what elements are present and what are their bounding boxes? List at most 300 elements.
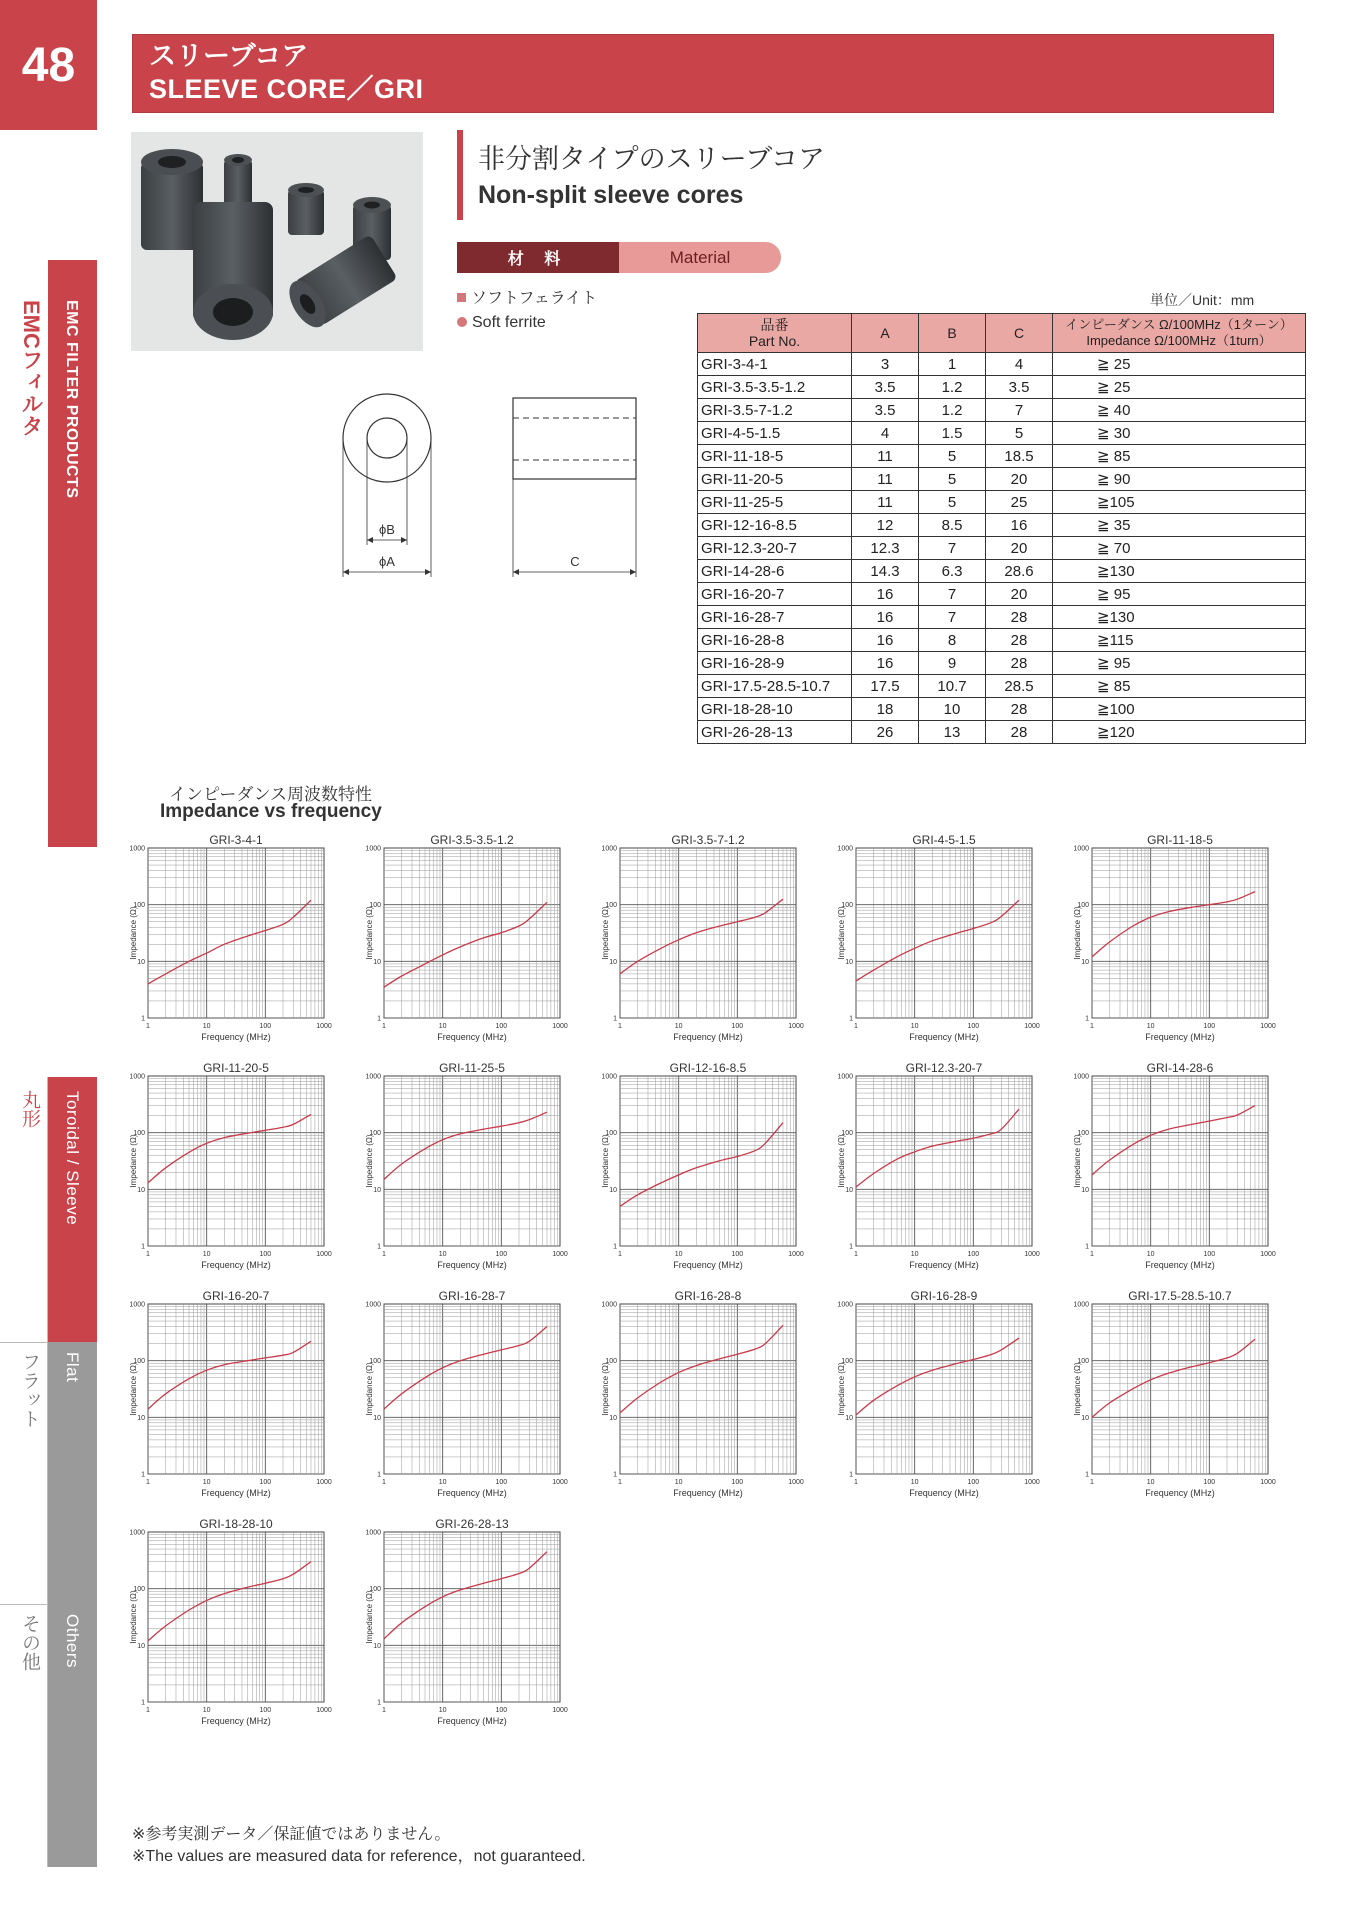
- impedance-chart: [822, 1058, 1056, 1280]
- x-tick-label: 1: [854, 1479, 858, 1486]
- x-tick-label: 10: [438, 1251, 447, 1258]
- side-others-en: Others: [63, 1614, 82, 1669]
- x-tick-label: 100: [967, 1479, 980, 1486]
- y-axis-label: Impedance (Ω): [837, 906, 846, 960]
- cell-part: GRI-12-16-8.5: [698, 514, 852, 537]
- cell-impedance: ≧ 35: [1053, 514, 1306, 537]
- side-toroidal-en: Toroidal / Sleeve: [63, 1091, 82, 1226]
- cell-c: 25: [986, 491, 1053, 514]
- cell-b: 13: [919, 721, 986, 744]
- chart-title: GRI-16-20-7: [202, 1289, 270, 1303]
- chart-title: GRI-14-28-6: [1146, 1061, 1214, 1075]
- cell-b: 1.2: [919, 399, 986, 422]
- c-label: C: [570, 554, 580, 569]
- chart-title: GRI-26-28-13: [435, 1517, 509, 1531]
- y-tick-label: 1000: [601, 1073, 617, 1081]
- x-tick-label: 1000: [788, 1023, 804, 1030]
- sleeve-cores-image: [131, 132, 423, 351]
- x-tick-label: 1: [146, 1251, 150, 1258]
- impedance-chart: [1058, 1286, 1292, 1508]
- x-tick-label: 100: [259, 1023, 272, 1030]
- cell-c: 28: [986, 721, 1053, 744]
- y-tick-label: 10: [373, 1186, 381, 1194]
- y-tick-label: 100: [133, 1130, 145, 1138]
- plot-frame: [148, 1532, 324, 1702]
- cell-impedance: ≧120: [1053, 721, 1306, 744]
- cell-c: 7: [986, 399, 1053, 422]
- x-tick-label: 1000: [316, 1023, 332, 1030]
- cell-impedance: ≧100: [1053, 698, 1306, 721]
- y-tick-label: 100: [605, 1358, 617, 1366]
- table-row: [698, 468, 1306, 491]
- y-tick-label: 1: [141, 1699, 145, 1707]
- y-tick-label: 100: [369, 1358, 381, 1366]
- x-tick-label: 1000: [316, 1707, 332, 1714]
- y-tick-label: 100: [133, 1358, 145, 1366]
- cell-impedance: ≧130: [1053, 560, 1306, 583]
- cell-impedance: ≧ 25: [1053, 353, 1306, 376]
- y-tick-label: 1000: [365, 845, 381, 853]
- y-tick-label: 10: [1081, 1414, 1089, 1422]
- header-c: C: [986, 314, 1053, 353]
- y-tick-label: 1: [849, 1471, 853, 1479]
- chart-title: GRI-16-28-9: [910, 1289, 978, 1303]
- chart-title: GRI-3.5-7-1.2: [671, 833, 745, 847]
- cell-c: 28.5: [986, 675, 1053, 698]
- table-row: [698, 675, 1306, 698]
- y-tick-label: 1: [849, 1015, 853, 1023]
- x-tick-label: 100: [259, 1479, 272, 1486]
- y-tick-label: 10: [609, 1414, 617, 1422]
- cell-part: GRI-14-28-6: [698, 560, 852, 583]
- y-tick-label: 100: [841, 1130, 853, 1138]
- y-tick-label: 1: [613, 1471, 617, 1479]
- y-tick-label: 1000: [837, 845, 853, 853]
- y-tick-label: 100: [369, 1130, 381, 1138]
- plot-frame: [620, 1304, 796, 1474]
- table-row: [698, 560, 1306, 583]
- cell-c: 3.5: [986, 376, 1053, 399]
- y-tick-label: 1000: [1073, 1301, 1089, 1309]
- inner-circle: [367, 418, 407, 458]
- x-tick-label: 100: [495, 1023, 508, 1030]
- y-axis-label: Impedance (Ω): [837, 1362, 846, 1416]
- plot-frame: [856, 1304, 1032, 1474]
- x-tick-label: 100: [967, 1023, 980, 1030]
- y-tick-label: 100: [605, 902, 617, 910]
- cell-impedance: ≧ 40: [1053, 399, 1306, 422]
- y-tick-label: 100: [841, 1358, 853, 1366]
- y-tick-label: 1000: [129, 1073, 145, 1081]
- y-axis-label: Impedance (Ω): [129, 1134, 138, 1188]
- side-tab-others[interactable]: [48, 1604, 97, 1867]
- y-tick-label: 10: [137, 958, 145, 966]
- y-axis-label: Impedance (Ω): [365, 1134, 374, 1188]
- y-tick-label: 1: [613, 1243, 617, 1251]
- side-tab-toroidal[interactable]: [48, 1077, 97, 1342]
- cell-a: 3.5: [852, 399, 919, 422]
- y-tick-label: 100: [369, 1586, 381, 1594]
- y-tick-label: 10: [137, 1414, 145, 1422]
- x-tick-label: 1000: [552, 1479, 568, 1486]
- y-tick-label: 1: [849, 1243, 853, 1251]
- plot-frame: [384, 1076, 560, 1246]
- cell-a: 16: [852, 652, 919, 675]
- cell-part: GRI-11-20-5: [698, 468, 852, 491]
- y-tick-label: 1000: [365, 1301, 381, 1309]
- x-tick-label: 100: [259, 1251, 272, 1258]
- plot-frame: [620, 1076, 796, 1246]
- cell-a: 18: [852, 698, 919, 721]
- table-row: [698, 399, 1306, 422]
- cell-b: 10.7: [919, 675, 986, 698]
- y-axis-label: Impedance (Ω): [129, 1590, 138, 1644]
- side-toroidal-jp: 丸形: [19, 1090, 40, 1128]
- side-tab-flat[interactable]: [48, 1342, 97, 1604]
- plot-frame: [1092, 848, 1268, 1018]
- material-label-en: Material: [619, 242, 781, 273]
- table-row: [698, 491, 1306, 514]
- x-axis-label: Frequency (MHz): [437, 1488, 507, 1498]
- table-row: [698, 583, 1306, 606]
- impedance-chart: [114, 1058, 348, 1280]
- plot-frame: [1092, 1076, 1268, 1246]
- impedance-chart: [114, 830, 348, 1052]
- cell-impedance: ≧ 95: [1053, 583, 1306, 606]
- plot-frame: [384, 848, 560, 1018]
- side-rule-1: [0, 1342, 48, 1343]
- cell-b: 5: [919, 491, 986, 514]
- cell-a: 14.3: [852, 560, 919, 583]
- cell-a: 16: [852, 583, 919, 606]
- cell-c: 20: [986, 537, 1053, 560]
- x-axis-label: Frequency (MHz): [1145, 1032, 1215, 1042]
- y-tick-label: 10: [373, 958, 381, 966]
- y-tick-label: 1000: [365, 1529, 381, 1537]
- y-tick-label: 1: [1085, 1243, 1089, 1251]
- cell-part: GRI-16-20-7: [698, 583, 852, 606]
- cell-part: GRI-18-28-10: [698, 698, 852, 721]
- title-banner: [132, 34, 1274, 113]
- chart-title: GRI-4-5-1.5: [912, 833, 976, 847]
- side-tab-emc[interactable]: [48, 260, 97, 847]
- cell-part: GRI-17.5-28.5-10.7: [698, 675, 852, 698]
- x-tick-label: 1: [1090, 1251, 1094, 1258]
- cell-a: 11: [852, 491, 919, 514]
- y-tick-label: 1: [1085, 1015, 1089, 1023]
- y-tick-label: 10: [373, 1642, 381, 1650]
- phiB-label: ϕB: [379, 522, 395, 537]
- x-tick-label: 1000: [316, 1251, 332, 1258]
- cell-b: 1.2: [919, 376, 986, 399]
- cell-a: 11: [852, 468, 919, 491]
- x-tick-label: 100: [967, 1251, 980, 1258]
- y-tick-label: 1000: [129, 845, 145, 853]
- x-tick-label: 1: [146, 1707, 150, 1714]
- x-tick-label: 10: [1146, 1023, 1155, 1030]
- chart-title: GRI-17.5-28.5-10.7: [1128, 1289, 1232, 1303]
- y-tick-label: 10: [1081, 958, 1089, 966]
- outer-circle: [343, 394, 431, 482]
- x-tick-label: 10: [202, 1023, 211, 1030]
- x-tick-label: 100: [731, 1479, 744, 1486]
- x-tick-label: 10: [438, 1707, 447, 1714]
- cell-part: GRI-11-25-5: [698, 491, 852, 514]
- chart-title: GRI-12-16-8.5: [669, 1061, 747, 1075]
- side-view: [513, 398, 636, 479]
- cell-part: GRI-16-28-8: [698, 629, 852, 652]
- impedance-chart: [350, 1058, 584, 1280]
- table-row: [698, 629, 1306, 652]
- cell-a: 11: [852, 445, 919, 468]
- y-axis-label: Impedance (Ω): [365, 1362, 374, 1416]
- y-tick-label: 100: [1077, 902, 1089, 910]
- x-tick-label: 1000: [1260, 1479, 1276, 1486]
- x-tick-label: 10: [1146, 1251, 1155, 1258]
- table-row: [698, 422, 1306, 445]
- page-number: 48: [0, 0, 97, 130]
- y-tick-label: 1000: [601, 1301, 617, 1309]
- plot-frame: [856, 848, 1032, 1018]
- impedance-chart: [1058, 830, 1292, 1052]
- y-tick-label: 10: [373, 1414, 381, 1422]
- x-tick-label: 1: [618, 1251, 622, 1258]
- chart-title: GRI-3-4-1: [209, 833, 263, 847]
- heading-jp: 非分割タイプのスリーブコア: [478, 144, 825, 174]
- charts-heading-jp: インピーダンス周波数特性: [169, 785, 372, 804]
- cell-a: 26: [852, 721, 919, 744]
- cell-part: GRI-4-5-1.5: [698, 422, 852, 445]
- x-tick-label: 1000: [1024, 1251, 1040, 1258]
- x-tick-label: 1000: [1260, 1023, 1276, 1030]
- spec-table: [697, 313, 1306, 744]
- x-tick-label: 100: [1203, 1023, 1216, 1030]
- cell-c: 28: [986, 606, 1053, 629]
- cell-c: 28.6: [986, 560, 1053, 583]
- chart-title: GRI-18-28-10: [199, 1517, 273, 1531]
- y-tick-label: 100: [369, 902, 381, 910]
- x-tick-label: 10: [202, 1707, 211, 1714]
- x-tick-label: 1: [618, 1023, 622, 1030]
- y-tick-label: 10: [137, 1186, 145, 1194]
- impedance-chart: [822, 830, 1056, 1052]
- cell-b: 7: [919, 537, 986, 560]
- x-tick-label: 10: [202, 1251, 211, 1258]
- y-tick-label: 100: [133, 1586, 145, 1594]
- y-tick-label: 1000: [1073, 1073, 1089, 1081]
- chart-title: GRI-16-28-7: [438, 1289, 506, 1303]
- cell-c: 5: [986, 422, 1053, 445]
- y-axis-label: Impedance (Ω): [1073, 1362, 1082, 1416]
- chart-title: GRI-16-28-8: [674, 1289, 742, 1303]
- cell-c: 16: [986, 514, 1053, 537]
- x-axis-label: Frequency (MHz): [201, 1716, 271, 1726]
- impedance-chart: [350, 830, 584, 1052]
- impedance-chart: [822, 1286, 1056, 1508]
- material-label: [457, 242, 781, 273]
- x-tick-label: 10: [674, 1251, 683, 1258]
- x-tick-label: 100: [1203, 1479, 1216, 1486]
- cell-part: GRI-16-28-9: [698, 652, 852, 675]
- cell-a: 16: [852, 606, 919, 629]
- x-tick-label: 1: [382, 1023, 386, 1030]
- x-tick-label: 100: [731, 1023, 744, 1030]
- y-tick-label: 1: [141, 1015, 145, 1023]
- table-row: [698, 376, 1306, 399]
- x-axis-label: Frequency (MHz): [673, 1488, 743, 1498]
- cell-b: 5: [919, 468, 986, 491]
- chart-title: GRI-11-25-5: [439, 1061, 505, 1075]
- x-axis-label: Frequency (MHz): [909, 1032, 979, 1042]
- chart-title: GRI-3.5-3.5-1.2: [430, 833, 514, 847]
- x-tick-label: 1000: [552, 1023, 568, 1030]
- plot-frame: [384, 1304, 560, 1474]
- x-tick-label: 100: [495, 1707, 508, 1714]
- y-axis-label: Impedance (Ω): [1073, 1134, 1082, 1188]
- cell-a: 3.5: [852, 376, 919, 399]
- x-tick-label: 1000: [552, 1251, 568, 1258]
- cell-c: 4: [986, 353, 1053, 376]
- y-tick-label: 1000: [837, 1073, 853, 1081]
- x-tick-label: 10: [438, 1479, 447, 1486]
- y-tick-label: 10: [845, 1414, 853, 1422]
- x-axis-label: Frequency (MHz): [437, 1260, 507, 1270]
- y-axis-label: Impedance (Ω): [601, 1134, 610, 1188]
- cell-b: 9: [919, 652, 986, 675]
- x-tick-label: 1000: [788, 1251, 804, 1258]
- x-axis-label: Frequency (MHz): [201, 1488, 271, 1498]
- cell-b: 6.3: [919, 560, 986, 583]
- cell-c: 28: [986, 698, 1053, 721]
- y-tick-label: 100: [841, 902, 853, 910]
- cell-b: 1.5: [919, 422, 986, 445]
- y-axis-label: Impedance (Ω): [601, 906, 610, 960]
- y-tick-label: 1000: [129, 1301, 145, 1309]
- cell-part: GRI-3-4-1: [698, 353, 852, 376]
- header-impedance: インピーダンス Ω/100MHz（1ターン） Impedance Ω/100MHz（1turn）: [1053, 314, 1306, 353]
- cell-a: 4: [852, 422, 919, 445]
- cell-impedance: ≧ 95: [1053, 652, 1306, 675]
- impedance-chart: [586, 1286, 820, 1508]
- cell-b: 7: [919, 583, 986, 606]
- header-a: A: [852, 314, 919, 353]
- side-flat-en: Flat: [63, 1352, 82, 1383]
- x-axis-label: Frequency (MHz): [1145, 1488, 1215, 1498]
- x-tick-label: 1000: [1024, 1479, 1040, 1486]
- x-tick-label: 10: [674, 1479, 683, 1486]
- cell-a: 16: [852, 629, 919, 652]
- cell-b: 8.5: [919, 514, 986, 537]
- chart-title: GRI-11-20-5: [203, 1061, 269, 1075]
- unit-label: 単位／Unit：mm: [1150, 292, 1255, 308]
- cell-impedance: ≧ 85: [1053, 445, 1306, 468]
- x-tick-label: 100: [259, 1707, 272, 1714]
- y-tick-label: 1000: [601, 845, 617, 853]
- x-axis-label: Frequency (MHz): [909, 1488, 979, 1498]
- cell-part: GRI-3.5-3.5-1.2: [698, 376, 852, 399]
- note-en: ※The values are measured data for reference，not guaranteed.: [132, 1848, 586, 1865]
- title-jp: スリーブコア: [149, 41, 309, 71]
- x-tick-label: 10: [910, 1251, 919, 1258]
- cell-a: 17.5: [852, 675, 919, 698]
- x-tick-label: 1: [1090, 1479, 1094, 1486]
- cell-b: 1: [919, 353, 986, 376]
- side-others-jp: その他: [19, 1614, 40, 1671]
- table-row: [698, 353, 1306, 376]
- y-tick-label: 1000: [129, 1529, 145, 1537]
- table-header-row: [698, 314, 1306, 353]
- cell-c: 18.5: [986, 445, 1053, 468]
- impedance-chart: [114, 1514, 348, 1736]
- cell-b: 5: [919, 445, 986, 468]
- table-row: [698, 652, 1306, 675]
- x-tick-label: 10: [910, 1023, 919, 1030]
- x-tick-label: 1000: [552, 1707, 568, 1714]
- y-tick-label: 1000: [837, 1301, 853, 1309]
- cell-impedance: ≧115: [1053, 629, 1306, 652]
- x-tick-label: 1000: [1260, 1251, 1276, 1258]
- side-flat-jp: フラット: [19, 1352, 40, 1428]
- dimension-drawing: [335, 390, 645, 580]
- x-tick-label: 1: [1090, 1023, 1094, 1030]
- y-axis-label: Impedance (Ω): [129, 906, 138, 960]
- y-tick-label: 10: [845, 1186, 853, 1194]
- y-axis-label: Impedance (Ω): [837, 1134, 846, 1188]
- table-row: [698, 721, 1306, 744]
- cell-part: GRI-11-18-5: [698, 445, 852, 468]
- x-axis-label: Frequency (MHz): [909, 1260, 979, 1270]
- x-tick-label: 10: [910, 1479, 919, 1486]
- y-tick-label: 1: [377, 1015, 381, 1023]
- product-photo: [131, 132, 423, 351]
- cell-part: GRI-12.3-20-7: [698, 537, 852, 560]
- x-tick-label: 1000: [1024, 1023, 1040, 1030]
- side-emc-en: EMC FILTER PRODUCTS: [63, 300, 80, 499]
- y-tick-label: 1: [377, 1471, 381, 1479]
- y-tick-label: 100: [605, 1130, 617, 1138]
- cell-b: 7: [919, 606, 986, 629]
- x-tick-label: 1000: [316, 1479, 332, 1486]
- material-item-en: Soft ferrite: [457, 314, 546, 332]
- x-tick-label: 10: [1146, 1479, 1155, 1486]
- y-tick-label: 1: [1085, 1471, 1089, 1479]
- x-tick-label: 100: [495, 1479, 508, 1486]
- cell-b: 8: [919, 629, 986, 652]
- x-tick-label: 1: [382, 1251, 386, 1258]
- x-axis-label: Frequency (MHz): [673, 1260, 743, 1270]
- y-tick-label: 1: [377, 1699, 381, 1707]
- cell-impedance: ≧ 90: [1053, 468, 1306, 491]
- x-axis-label: Frequency (MHz): [437, 1032, 507, 1042]
- circle-bullet-icon: [457, 317, 467, 327]
- heading-en: Non-split sleeve cores: [478, 181, 744, 209]
- y-axis-label: Impedance (Ω): [365, 906, 374, 960]
- x-tick-label: 1: [146, 1479, 150, 1486]
- table-row: [698, 445, 1306, 468]
- cell-c: 20: [986, 468, 1053, 491]
- cell-part: GRI-26-28-13: [698, 721, 852, 744]
- side-emc-jp: EMCフィルタ: [19, 300, 44, 437]
- x-tick-label: 1: [854, 1251, 858, 1258]
- cell-impedance: ≧ 70: [1053, 537, 1306, 560]
- cell-impedance: ≧ 85: [1053, 675, 1306, 698]
- cell-b: 10: [919, 698, 986, 721]
- x-axis-label: Frequency (MHz): [201, 1260, 271, 1270]
- y-tick-label: 10: [609, 1186, 617, 1194]
- header-part: 品番 Part No.: [698, 314, 852, 353]
- x-tick-label: 100: [731, 1251, 744, 1258]
- y-tick-label: 10: [137, 1642, 145, 1650]
